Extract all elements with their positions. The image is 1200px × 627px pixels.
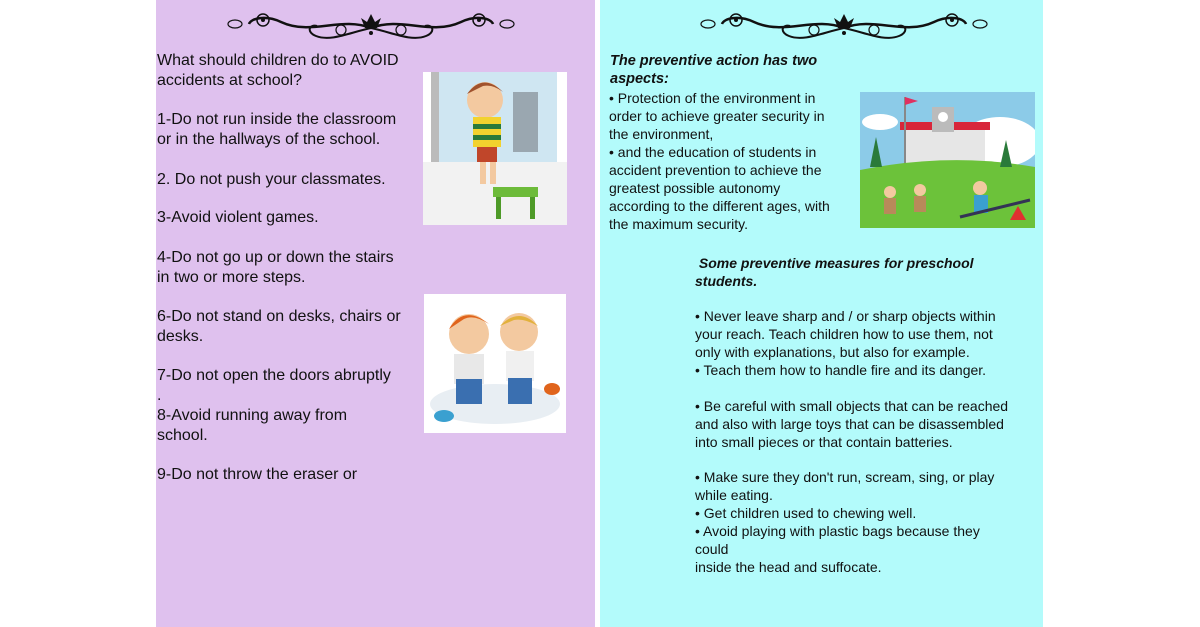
preschool-measures-heading: Some preventive measures for preschool students.: [695, 255, 974, 289]
child-on-chair-illustration: [423, 72, 567, 225]
list-item: 4-Do not go up or down the stairs in two or more steps.: [157, 249, 394, 286]
list-item: 6-Do not stand on desks, chairs or desks.: [157, 308, 401, 345]
list-item: 7-Do not open the doors abruptly .: [157, 367, 391, 404]
measures-block: • Be careful with small objects that can be reached and also with large toys that can be disassembled into small pieces or that contain batteries.: [695, 398, 1009, 450]
question-heading: What should children do to AVOID accidents at school?: [157, 52, 399, 89]
aspects-list: • Protection of the environment in order to achieve greater security in the environment, • and the education of students in accident prevention to achieve the greatest possible autonomy according to the different ages, with the maximum security.: [609, 90, 830, 232]
right-panel: [600, 0, 1043, 627]
list-item: 2. Do not push your classmates.: [157, 171, 386, 188]
list-item: 1-Do not run inside the classroom or in the hallways of the school.: [157, 111, 397, 148]
list-item: 3-Avoid violent games.: [157, 209, 319, 226]
ornament-divider-icon: [694, 6, 994, 40]
preventive-action-heading: The preventive action has two aspects:: [610, 53, 818, 87]
list-item: 9-Do not throw the eraser or: [157, 466, 358, 483]
children-fighting-illustration: [424, 294, 566, 433]
list-item: 8-Avoid running away from school.: [157, 407, 348, 444]
schoolyard-illustration: [860, 92, 1035, 228]
ornament-divider-icon: [221, 6, 521, 40]
measures-block: • Make sure they don't run, scream, sing, or play while eating. • Get children used to chewing well. • Avoid playing with plastic bags because they could inside the head and suffocate.: [695, 469, 995, 575]
left-panel: [156, 0, 595, 627]
measures-block: • Never leave sharp and / or sharp objects within your reach. Teach children how to use them, not only with explanations, but also for example. • Teach them how to handle fire and its danger.: [695, 308, 996, 378]
